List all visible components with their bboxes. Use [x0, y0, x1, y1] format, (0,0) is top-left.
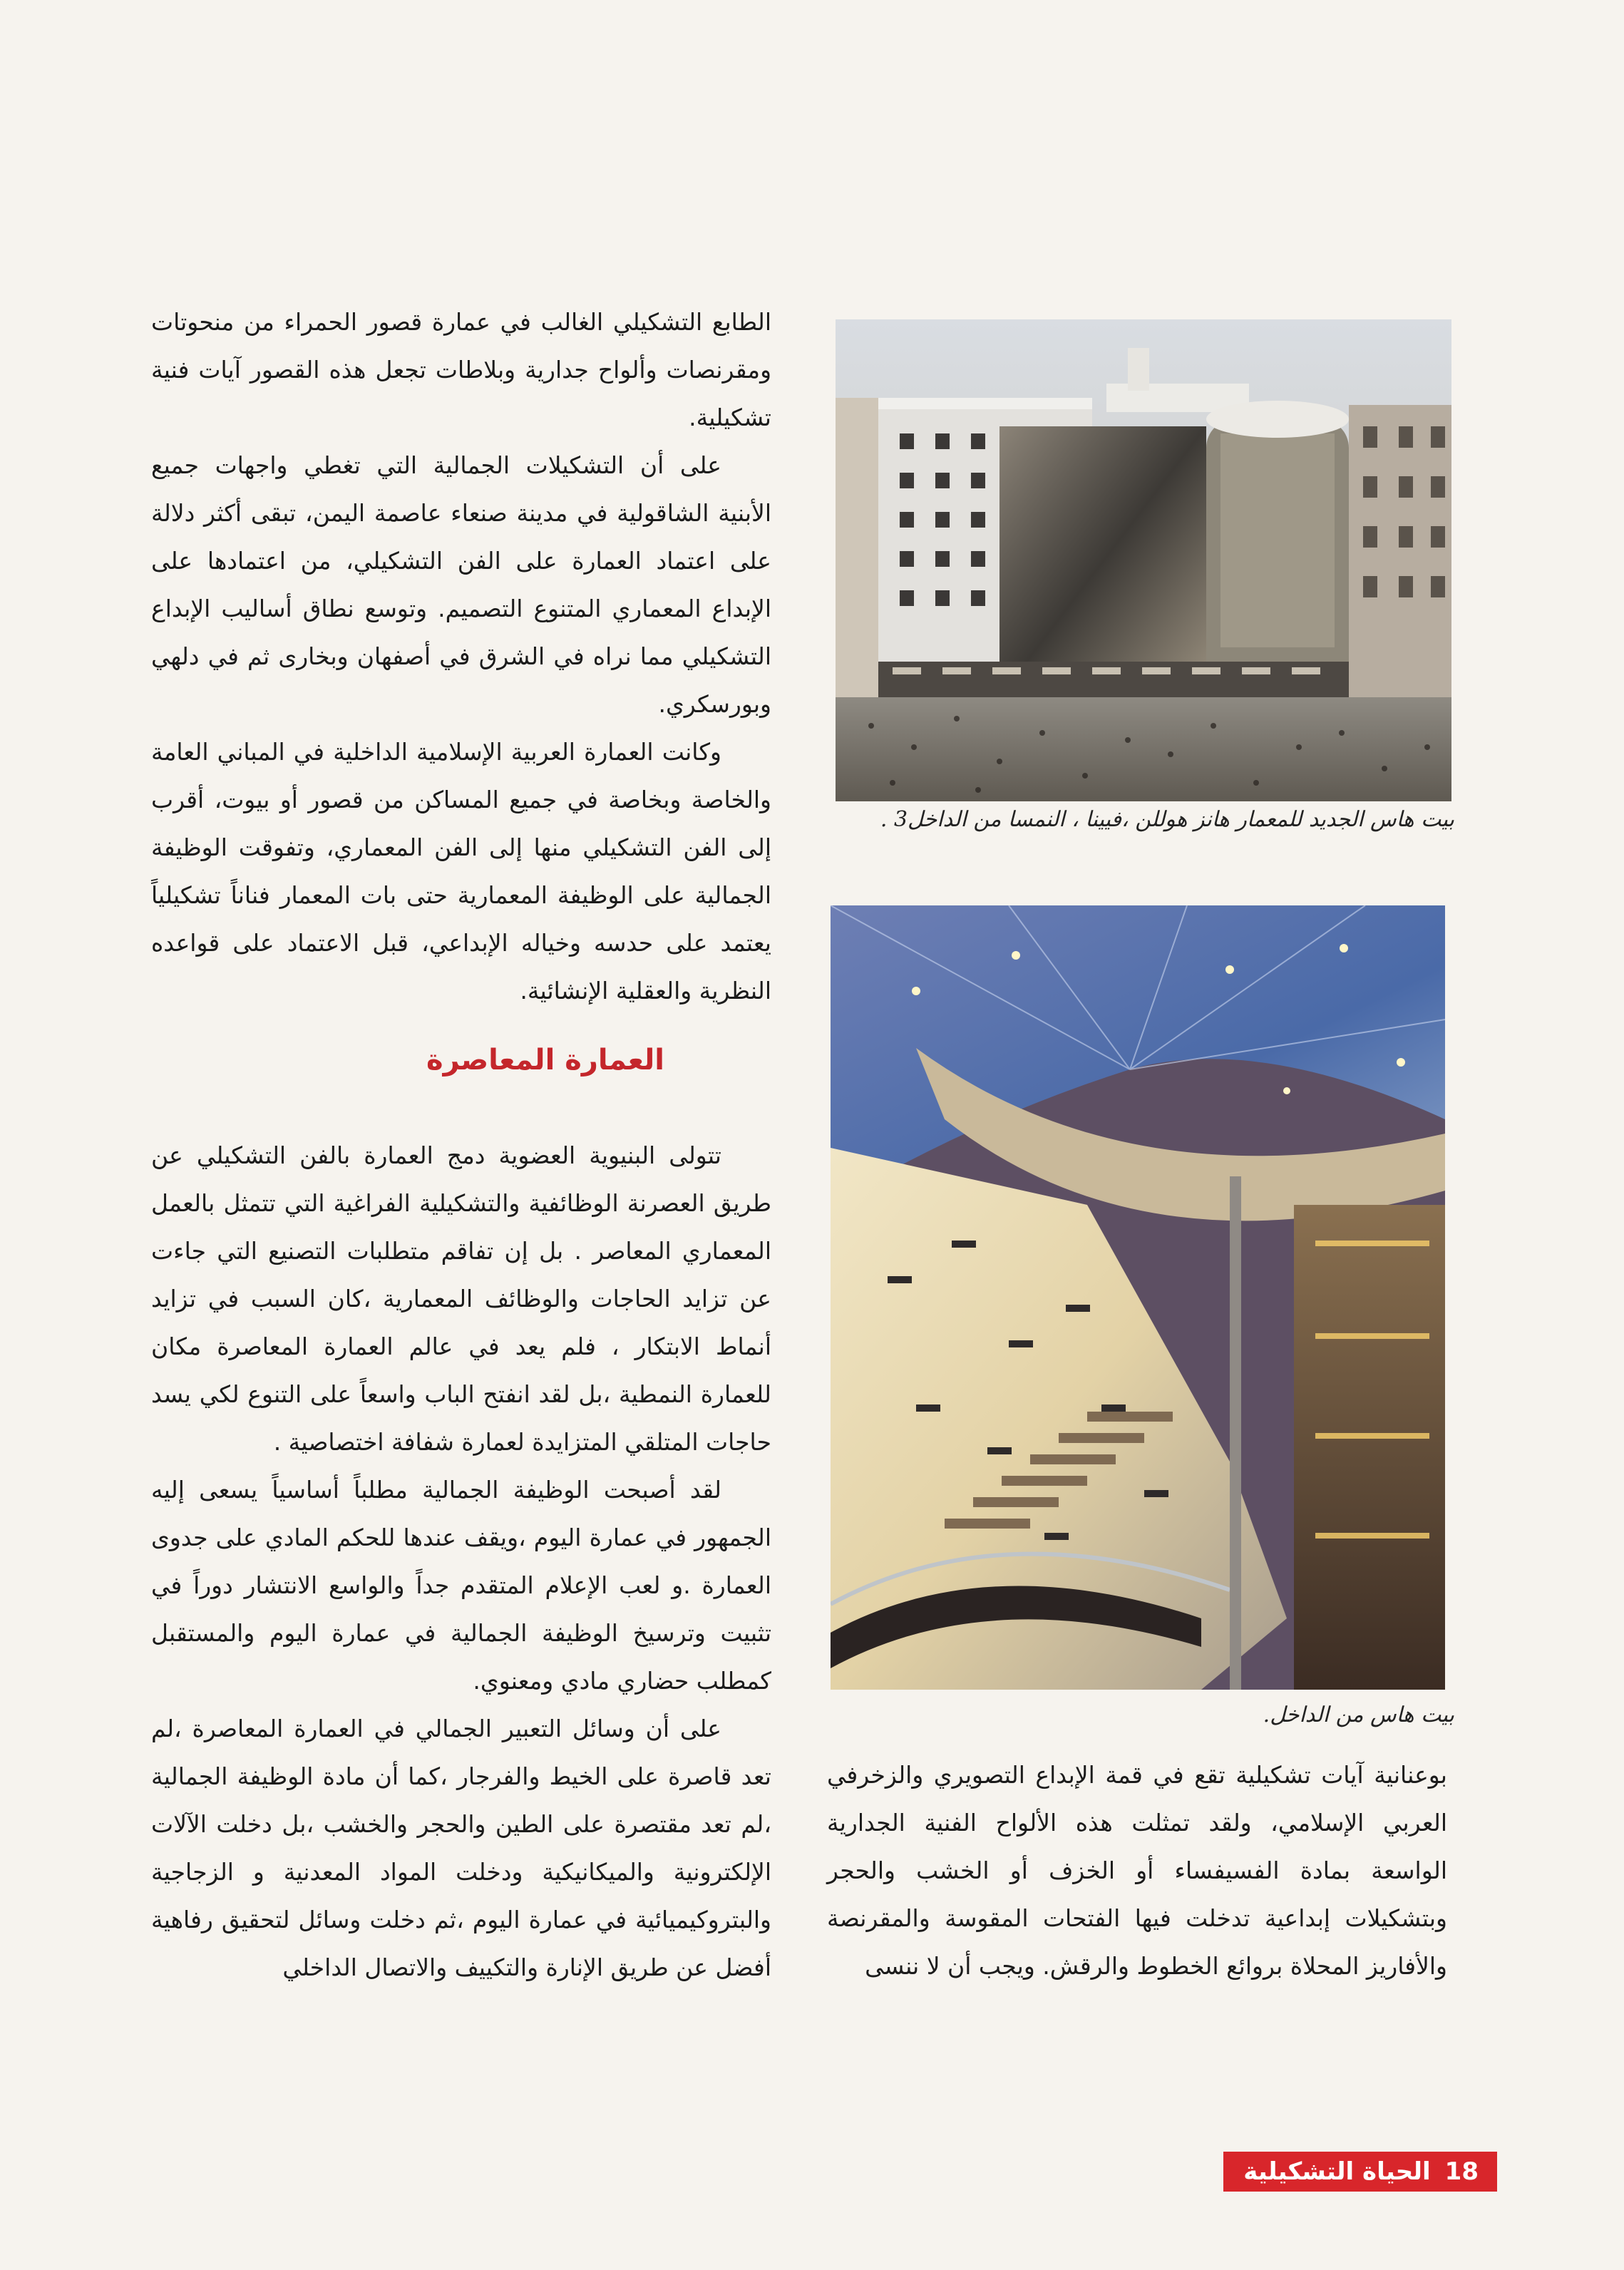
text-column-right — [151, 298, 771, 1991]
paragraph: على أن وسائل التعبير الجمالي في العمارة المعاصرة ،لم تعد قاصرة على الخيط والفرجار ،كما أن مادة الوظيفة الجمالية ،لم تعد مقتصرة على الطين والحجر والخشب ،بل دخلت الآلات الإلكترونية والميكانيكية ودخلت المواد المعدنية و الزجاجية والبتروكيميائية في عمارة اليوم ،ثم دخلت وسائل لتحقيق رفاهية أفضل عن طريق الإنارة والتكييف والاتصال الداخلي — [151, 1715, 771, 1981]
photo-haas-house-interior — [831, 905, 1445, 1690]
paragraph: تتولى البنيوية العضوية دمج العمارة بالفن التشكيلي عن طريق العصرنة الوظائفية والتشكيلية الفراغية التي تتمثل بالعمل المعماري المعاصر . بل إن تفاقم متطلبات التصنيع التي جاءت عن تزايد الحاجات والوظائف المعمارية ،كان السبب في تزايد أنماط الابتكار ، فلم يعد في عالم العمارة المعاصرة مكان للعمارة النمطية ،بل لقد انفتح الباب واسعاً على التنوع لكي يسد حاجات المتلقي المتزايدة لعمارة شفافة اختصاصية . — [151, 1141, 771, 1456]
figure-caption: بيت هاس من الداخل. — [1263, 1702, 1454, 1727]
paragraph: وكانت العمارة العربية الإسلامية الداخلية في المباني العامة والخاصة وبخاصة في جميع المساكن من قصور أو بيوت، أقرب إلى الفن التشكيلي منها إلى الفن المعماري، وتفوقت الوظيفة الجمالية على الوظيفة المعمارية حتى بات المعمار فناناً تشكيلياً يعتمد على حدسه وخياله الإبداعي، قبل الاعتماد على قواعده النظرية والعقلية الإنشائية. — [151, 738, 771, 1005]
photo-haas-house-exterior — [836, 319, 1451, 801]
building-illustration — [836, 319, 1451, 801]
magazine-title: الحياة التشكيلية — [1243, 2157, 1431, 2186]
footer-band — [1223, 2152, 1497, 2192]
text-column-left — [827, 1751, 1447, 1990]
section-heading: العمارة المعاصرة — [426, 1044, 664, 1077]
paragraph: بوعنانية آيات تشكيلية تقع في قمة الإبداع التصويري والزخرفي العربي الإسلامي، ولقد تمثلت هذه الألواح الفنية الجدارية الواسعة بمادة الفسيفساء أو الخزف أو الخشب والحجر وبتشكيلات إبداعية تدخلت فيها الفتحات المقوسة والمقرنصة والأفاريز المحلاة بروائع الخطوط والرقش. ويجب أن لا ننسى — [827, 1761, 1447, 1980]
paragraph: الطابع التشكيلي الغالب في عمارة قصور الحمراء من منحوتات ومقرنصات وألواح جدارية وبلاطات تجعل هذه القصور آيات فنية تشكيلية. — [151, 308, 771, 431]
page-number: 18 — [1444, 2157, 1479, 2186]
atrium-illustration — [831, 905, 1445, 1690]
paragraph: لقد أصبحت الوظيفة الجمالية مطلباً أساسياً يسعى إليه الجمهور في عمارة اليوم ،ويقف عندها للحكم المادي على جدوى العمارة .و لعب الإعلام المتقدم جداً والواسع الانتشار دوراً في تثبيت وترسيخ الوظيفة الجمالية في عمارة اليوم والمستقبل كمطلب حضاري مادي ومعنوي. — [151, 1476, 771, 1695]
figure-caption: بيت هاس الجديد للمعمار هانز هوللن ،فيينا ، النمسا من الداخل3 . — [880, 807, 1454, 832]
paragraph: على أن التشكيلات الجمالية التي تغطي واجهات جميع الأبنية الشاقولية في مدينة صنعاء عاصمة اليمن، تبقى أكثر دلالة على اعتماد العمارة على الفن التشكيلي، من اعتمادها على الإبداع المعماري المتنوع التصميم. وتوسع نطاق أساليب الإبداع التشكيلي مما نراه في الشرق في أصفهان وبخارى ثم في دلهي وبورسكري. — [151, 451, 771, 718]
